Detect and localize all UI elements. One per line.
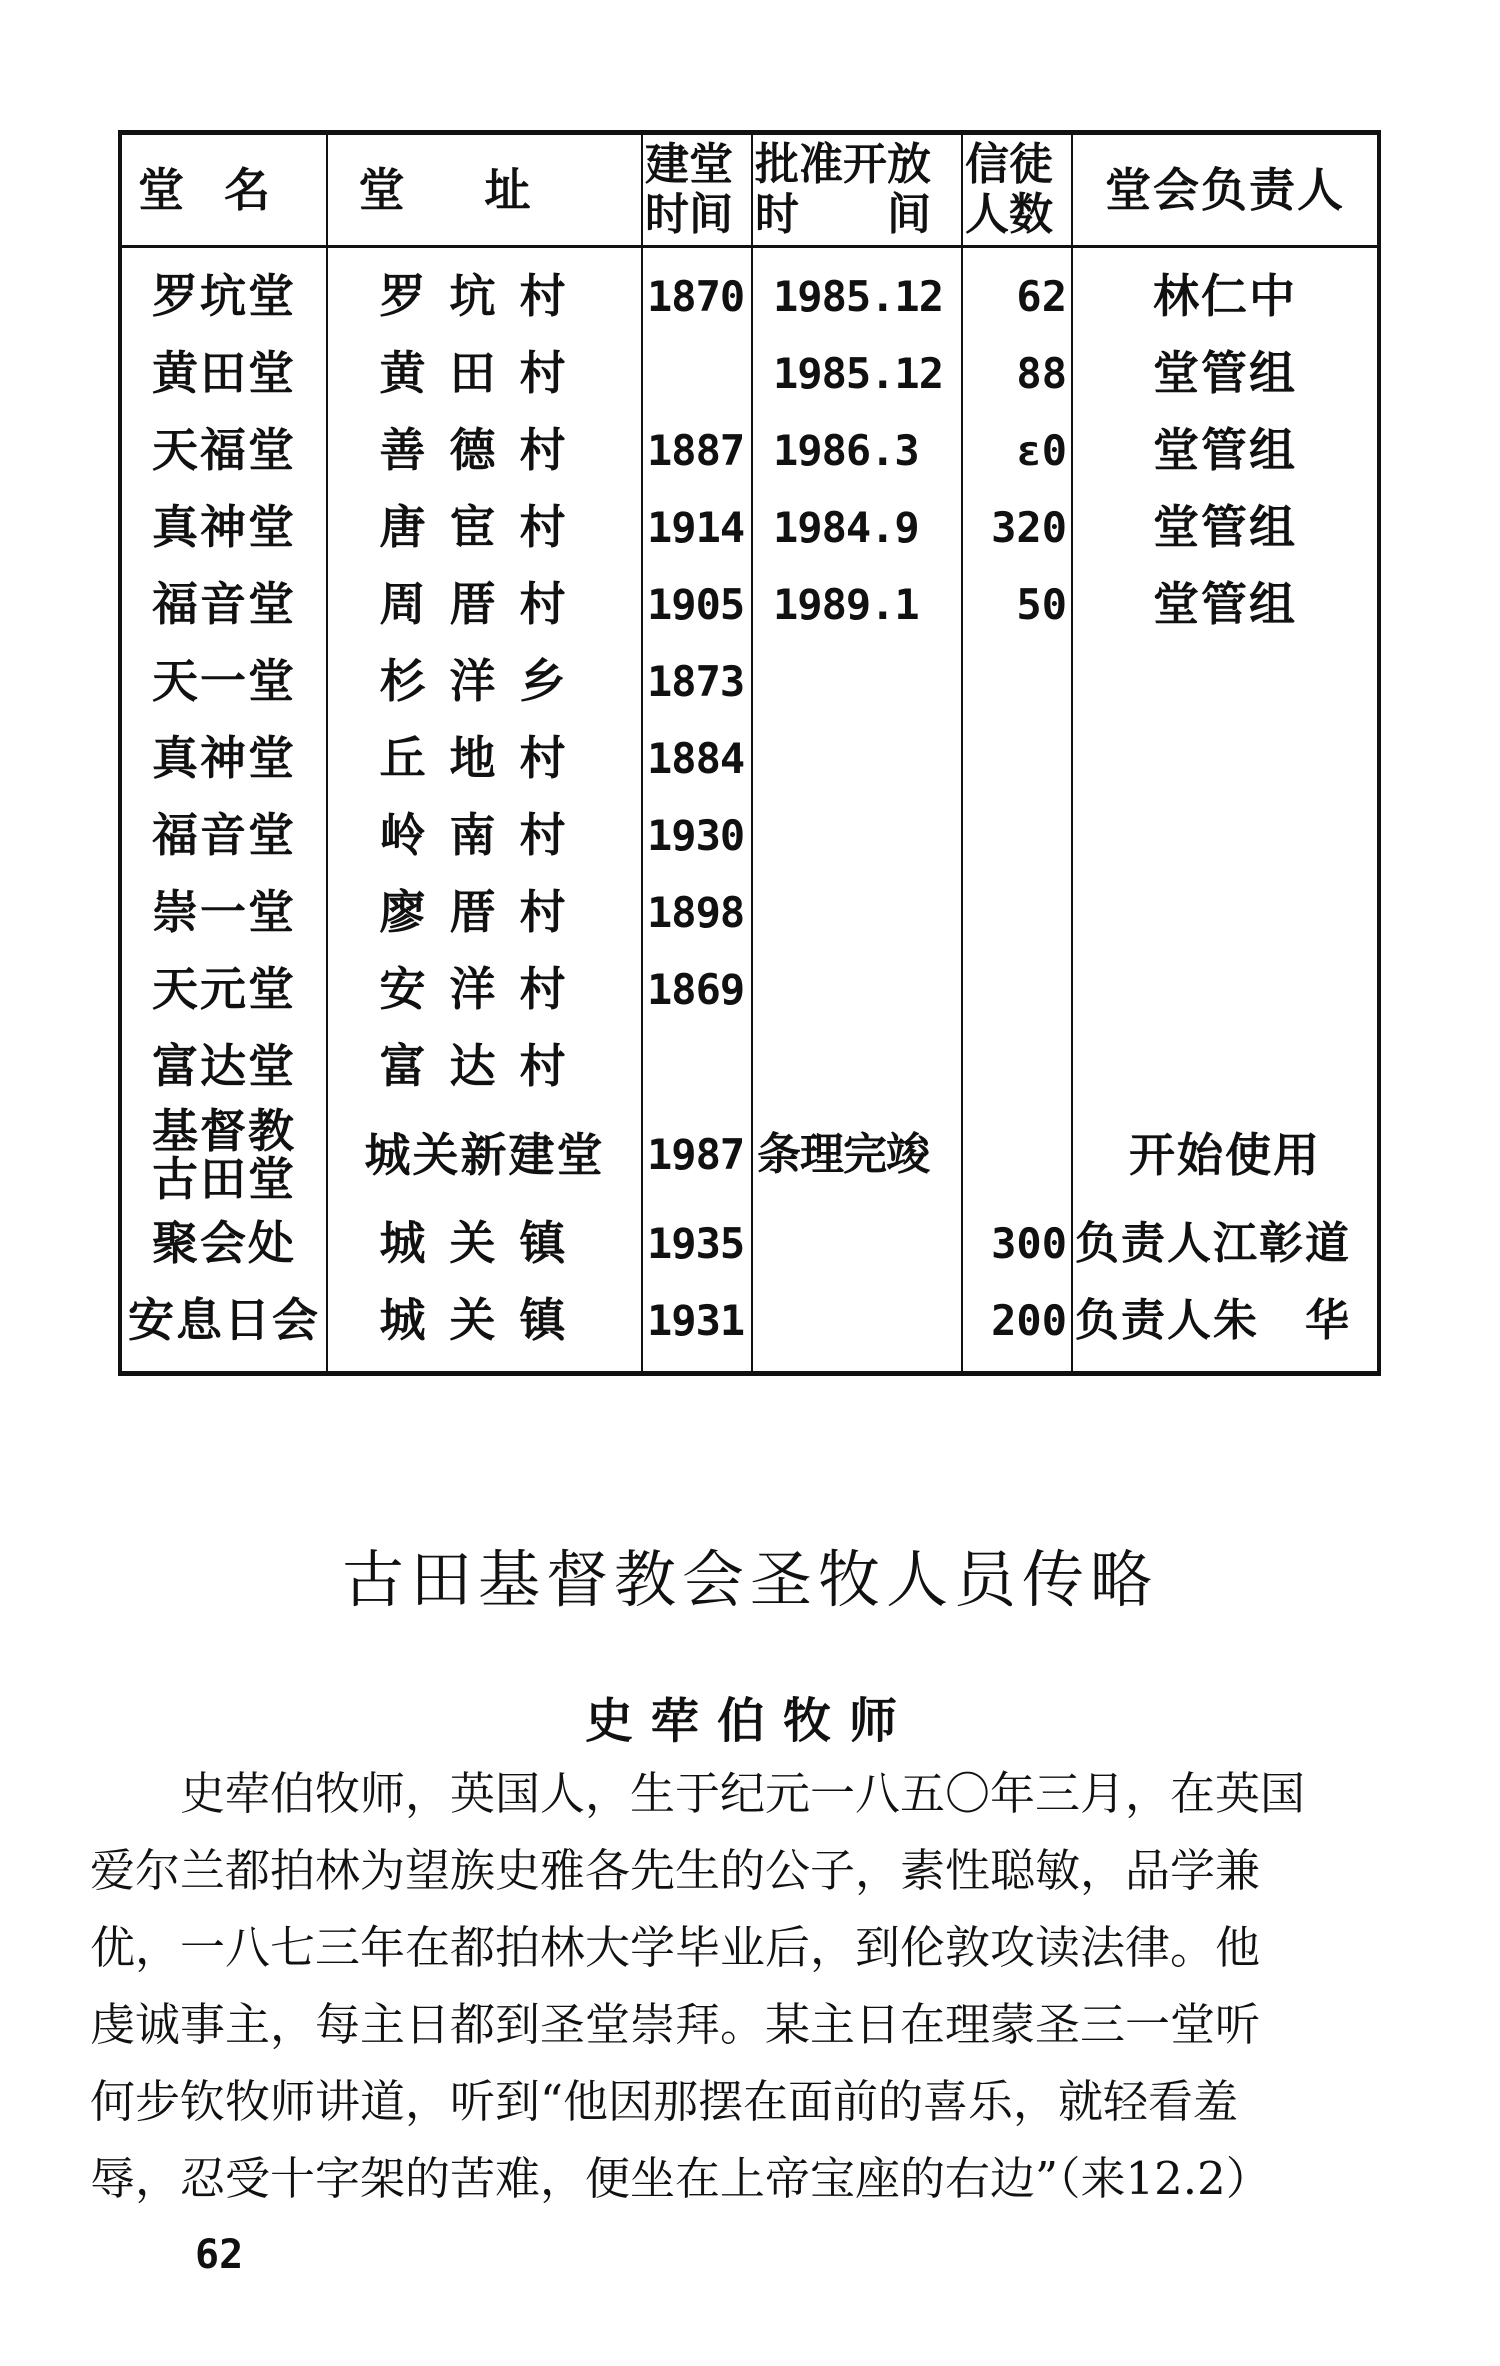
cell-name [122,1105,327,1205]
header-approved [752,135,962,247]
cell-leader: 堂管组 [1072,566,1377,643]
page-number: 62 [195,2232,244,2278]
cell-leader [1072,643,1377,720]
cell-members [962,1028,1072,1105]
header-address: 堂址 [327,135,642,247]
cell-built: 1931 [642,1282,752,1371]
table-row [122,951,1377,1028]
cell-approved [752,1205,962,1282]
cell-approved: 1989.1 [752,566,962,643]
article-title: 古田基督教会圣牧人员传略 [341,1543,1158,1616]
cell-leader [1072,1028,1377,1105]
cell-built: 1987 [642,1105,752,1205]
body-line: 虔诚事主，每主日都到圣堂崇拜。某主日在理蒙圣三一堂听 [90,1998,1261,2051]
body-line: 优，一八七三年在都拍林大学毕业后，到伦敦攻读法律。他 [90,1921,1261,1974]
cell-address: 杉洋乡 [327,643,642,720]
cell-name: 真神堂 [152,500,296,554]
cell-address: 罗坑村 [327,247,642,336]
cell-name-line1: 基督教 [152,1105,296,1158]
cell-members [962,1105,1072,1205]
body-line: 爱尔兰都拍林为望族史雅各先生的公子，素性聪敏，品学兼 [90,1844,1261,1897]
cell-approved [752,951,962,1028]
header-members-line2: 人数 [965,189,1053,240]
cell-approved: 1986.3 [752,412,962,489]
cell-members [962,874,1072,951]
cell-address: 安洋村 [327,951,642,1028]
cell-leader [1072,951,1377,1028]
cell-leader: 堂管组 [1072,335,1377,412]
cell-address: 廖厝村 [327,874,642,951]
table-row [122,1282,1377,1371]
cell-leader: 开始使用 [1072,1105,1377,1205]
cell-name: 真神堂 [152,731,296,785]
cell-built: 1884 [642,720,752,797]
cell-name: 富达堂 [152,1039,296,1093]
header-approved-line2: 时 间 [755,189,931,240]
cell-name-line2: 古田堂 [152,1152,296,1205]
cell-members [962,951,1072,1028]
cell-name: 天一堂 [152,654,296,708]
cell-members: 62 [962,247,1072,336]
cell-address: 城关新建堂 [327,1105,642,1205]
cell-members: 88 [962,335,1072,412]
table-row [122,1205,1377,1282]
cell-built: 1930 [642,797,752,874]
cell-built: 1905 [642,566,752,643]
table-row [122,797,1377,874]
cell-address: 周厝村 [327,566,642,643]
section-heading: 史荦伯牧师 [584,1693,915,1749]
cell-approved [752,1028,962,1105]
cell-address: 丘地村 [327,720,642,797]
header-built [642,135,752,247]
cell-name: 黄田堂 [152,346,296,400]
cell-built: 1898 [642,874,752,951]
header-members [962,135,1072,247]
cell-address: 城关镇 [327,1282,642,1371]
cell-leader [1072,797,1377,874]
table-row [122,566,1377,643]
table-row [122,335,1377,412]
header-members-line1: 信徒 [965,139,1053,190]
cell-name: 安息日会 [128,1293,320,1347]
cell-built: 1914 [642,489,752,566]
cell-members: ɛ0 [962,412,1072,489]
cell-members [962,643,1072,720]
cell-approved: 1984.9 [752,489,962,566]
cell-address: 黄田村 [327,335,642,412]
church-list-table [122,135,1377,1371]
table-row [122,643,1377,720]
cell-approved [752,1282,962,1371]
body-line: 辱，忍受十字架的苦难，便坐在上帝宝座的右边”（来12.2） [90,2152,1271,2205]
cell-approved: 条理完竣 [752,1105,962,1205]
header-name: 堂名 [122,135,327,247]
header-leader: 堂会负责人 [1072,135,1377,247]
cell-leader: 堂管组 [1072,412,1377,489]
cell-approved [752,643,962,720]
cell-leader [1072,874,1377,951]
cell-name: 福音堂 [152,808,296,862]
cell-members: 200 [962,1282,1072,1371]
cell-approved [752,797,962,874]
cell-address: 唐宦村 [327,489,642,566]
body-line: 史荦伯牧师，英国人，生于纪元一八五〇年三月，在英国 [180,1767,1306,1820]
cell-built: 1887 [642,412,752,489]
cell-approved [752,874,962,951]
cell-leader: 负责人江彰道 [1072,1205,1377,1282]
table-row [122,247,1377,336]
cell-leader [1072,720,1377,797]
cell-members [962,797,1072,874]
table-row [122,489,1377,566]
cell-built: 1869 [642,951,752,1028]
cell-name: 福音堂 [152,577,296,631]
cell-members: 50 [962,566,1072,643]
cell-leader: 负责人朱 华 [1072,1282,1377,1371]
cell-leader: 林仁中 [1072,247,1377,336]
header-built-line1: 建堂 [645,139,733,190]
cell-name: 崇一堂 [152,885,296,939]
cell-address: 富达村 [327,1028,642,1105]
cell-built [642,1028,752,1105]
body-paragraph [90,1755,1410,2217]
cell-name: 天福堂 [152,423,296,477]
cell-approved: 1985.12 [752,247,962,336]
cell-name: 罗坑堂 [152,269,296,323]
cell-built: 1870 [642,247,752,336]
cell-name: 天元堂 [152,962,296,1016]
table-row [122,412,1377,489]
table-row [122,720,1377,797]
table-row [122,1028,1377,1105]
church-table [118,130,1381,1376]
cell-approved: 1985.12 [752,335,962,412]
cell-members [962,720,1072,797]
cell-members: 300 [962,1205,1072,1282]
table-row [122,874,1377,951]
table-header-row [122,135,1377,247]
cell-address: 城关镇 [327,1205,642,1282]
header-approved-line1: 批准开放 [755,139,931,190]
cell-address: 善德村 [327,412,642,489]
table-row [122,1105,1377,1205]
header-built-line2: 时间 [645,189,733,240]
body-line: 何步钦牧师讲道，听到“他因那摆在面前的喜乐，就轻看羞 [90,2075,1239,2128]
cell-name: 聚会处 [152,1216,296,1270]
cell-members: 320 [962,489,1072,566]
cell-built: 1935 [642,1205,752,1282]
cell-built: 1873 [642,643,752,720]
cell-approved [752,720,962,797]
cell-built [642,335,752,412]
cell-address: 岭南村 [327,797,642,874]
cell-leader: 堂管组 [1072,489,1377,566]
